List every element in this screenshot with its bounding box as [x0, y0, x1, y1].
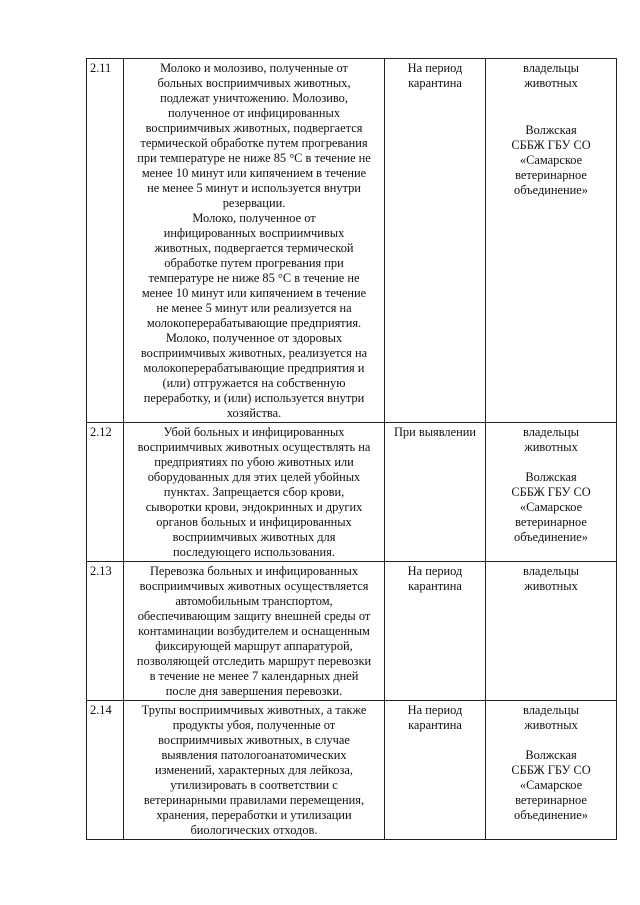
- responsible-organization: Волжская СББЖ ГБУ СО «Самарское ветеринарное объединение»: [511, 470, 591, 544]
- measure-paragraph: Трупы восприимчивых животных, а также продукты убоя, полученные от восприимчивых животных, в случае выявления патологоанатомических изменений, характерных для лейкоза, утилизировать в соответствии с ветеринарными правилами перемещения, хранения, переработки и утилизации биологических отходов.: [141, 703, 367, 837]
- responsible-owner: владельцы животных: [523, 703, 579, 732]
- table-row: [87, 423, 617, 562]
- responsible-owner: владельцы животных: [523, 61, 579, 90]
- measures-table: [86, 58, 617, 840]
- responsible-organization: Волжская СББЖ ГБУ СО «Самарское ветеринарное объединение»: [511, 748, 591, 822]
- table-row: [87, 59, 617, 423]
- table-row: [87, 701, 617, 840]
- measure-paragraph: Убой больных и инфицированных восприимчивых животных осуществлять на предприятиях по убою животных или оборудованных для этих целей убойных пунктах. Запрещается сбор крови, сыворотки крови, эндокринных и других органов больных и инфицированных восприимчивых животных для последующего использования.: [137, 425, 371, 559]
- measure-paragraph: Молоко, полученное от здоровых восприимчивых животных, реализуется на молокоперерабатывающие предприятия и (или) отгружается на собственную переработку, и (или) используется внутри хозяйства.: [140, 331, 368, 420]
- measure-description: [124, 562, 385, 701]
- measure-period: На период карантина: [385, 562, 486, 701]
- responsible-cell: [486, 701, 617, 840]
- measure-period: При выявлении: [385, 423, 486, 562]
- responsible-cell: [486, 59, 617, 423]
- item-number: 2.12: [87, 423, 124, 562]
- responsible-cell: [486, 562, 617, 701]
- table-row: [87, 562, 617, 701]
- measure-period: На период карантина: [385, 59, 486, 423]
- responsible-owner: владельцы животных: [523, 564, 579, 593]
- measure-paragraph: Молоко, полученное от инфицированных восприимчивых животных, подвергается термической обработке путем прогревания при температуре не ниже 85 °С в течение не менее 10 минут или кипячением в течение не менее 5 минут или реализуется на молокоперерабатывающие предприятия.: [141, 211, 367, 330]
- measure-description: [124, 423, 385, 562]
- measure-period: На период карантина: [385, 701, 486, 840]
- responsible-owner: владельцы животных: [523, 425, 579, 454]
- measure-paragraph: Перевозка больных и инфицированных восприимчивых животных осуществляется автомобильным транспортом, обеспечивающим защиту внешней среды от контаминации возбудителем и оснащенным фиксирующей маршрут аппаратурой, позволяющей отследить маршрут перевозки в течение не менее 7 календарных дней после дня завершения перевозки.: [136, 564, 372, 698]
- measure-description: [124, 701, 385, 840]
- item-number: 2.11: [87, 59, 124, 423]
- item-number: 2.14: [87, 701, 124, 840]
- item-number: 2.13: [87, 562, 124, 701]
- measure-description: [124, 59, 385, 423]
- responsible-organization: Волжская СББЖ ГБУ СО «Самарское ветеринарное объединение»: [511, 123, 591, 197]
- responsible-cell: [486, 423, 617, 562]
- measure-paragraph: Молоко и молозиво, полученные от больных восприимчивых животных, подлежат уничтожению. Молозиво, полученное от инфицированных восприимчивых животных, подвергается термической обработке путем прогревания при температуре не ниже 85 °С в течение не менее 10 минут или кипячением в течение не менее 5 минут и используется внутри резервации.: [137, 61, 371, 210]
